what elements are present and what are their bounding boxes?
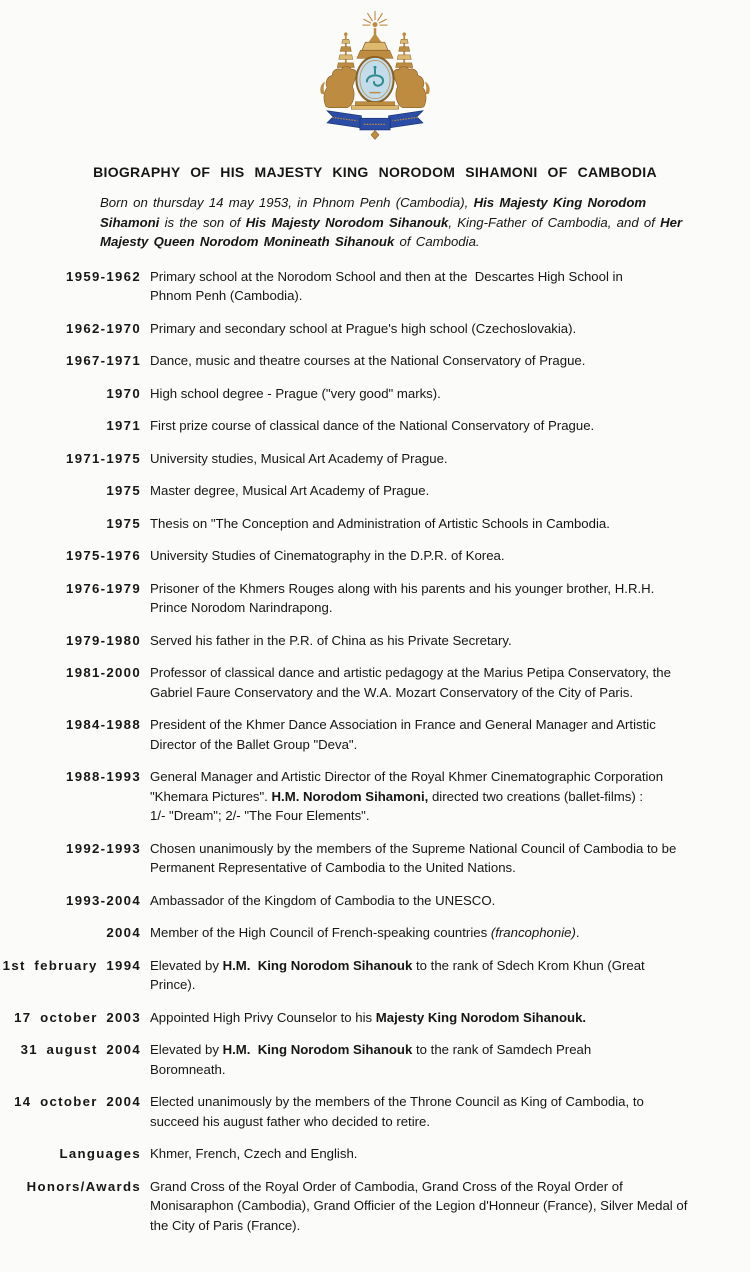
timeline-entry	[0, 956, 750, 995]
entry-text: Grand Cross of the Royal Order of Cambodia, Grand Cross of the Royal Order of Monisaraphon (Cambodia), Grand Officier of the Legion d'Honneur (France), Silver Medal of the City of Paris (France).	[150, 1178, 688, 1233]
entry-date: 1984-1988	[66, 717, 141, 732]
entry-date: 1988-1993	[66, 769, 141, 784]
entry-text: High school degree - Prague ("very good" marks).	[150, 385, 441, 401]
entry-date: 1975	[106, 483, 141, 498]
timeline-entry	[0, 579, 750, 618]
timeline-entry	[0, 267, 750, 306]
entry-date: 2004	[106, 925, 141, 940]
entry-text: Prisoner of the Khmers Rouges along with his parents and his younger brother, H.R.H. Prince Norodom Narindrapong.	[150, 580, 655, 615]
timeline-entry	[0, 631, 750, 651]
entry-text: Served his father in the P.R. of China as his Private Secretary.	[150, 632, 512, 648]
entry-text: Ambassador of the Kingdom of Cambodia to the UNESCO.	[150, 892, 496, 908]
timeline-entry	[0, 449, 750, 469]
entry-text: Elevated by H.M. King Norodom Sihanouk to the rank of Sdech Krom Khun (Great Prince).	[150, 957, 645, 992]
entry-text: Dance, music and theatre courses at the National Conservatory of Prague.	[150, 353, 586, 368]
entry-date: 1971	[106, 418, 141, 433]
timeline-entry	[0, 416, 750, 436]
entry-date: 1993-2004	[66, 892, 141, 908]
entry-date: Honors/Awards	[26, 1178, 141, 1194]
entry-date: 1992-1993	[66, 840, 141, 856]
timeline-entry	[0, 715, 750, 754]
entry-text: Primary and secondary school at Prague's high school (Czechoslovakia).	[150, 320, 577, 336]
entry-text: University studies, Musical Art Academy of Prague.	[150, 450, 448, 466]
entry-date: 1970	[106, 385, 141, 401]
entry-text: Professor of classical dance and artistic pedagogy at the Marius Petipa Conservatory, the Gabriel Faure Conservatory and the W.A. Mozart Conservatory of the City of Paris.	[150, 665, 671, 700]
timeline-entry	[0, 514, 750, 534]
entry-date: 1st february 1994	[2, 957, 141, 973]
timeline-entry	[0, 767, 750, 826]
royal-arms-icon	[0, 8, 750, 144]
entry-text: First prize course of classical dance of the National Conservatory of Prague.	[150, 418, 595, 433]
entry-date: 31 august 2004	[20, 1042, 141, 1057]
entry-text: Appointed High Privy Counselor to his Majesty King Norodom Sihanouk.	[150, 1009, 587, 1025]
entry-date: 1967-1971	[66, 353, 141, 368]
entry-date: 1962-1970	[66, 320, 141, 336]
timeline-entry	[0, 663, 750, 702]
entry-text: Thesis on "The Conception and Administration of Artistic Schools in Cambodia.	[150, 515, 610, 531]
entry-text: Elected unanimously by the members of the Throne Council as King of Cambodia, to succeed his august father who decided to retire.	[150, 1094, 644, 1129]
entry-date: 1975	[106, 515, 141, 531]
entry-date: 1976-1979	[66, 580, 141, 596]
timeline-entry	[0, 319, 750, 339]
entry-date: 14 october 2004	[14, 1094, 141, 1109]
entry-text: University Studies of Cinematography in the D.P.R. of Korea.	[150, 548, 505, 563]
page-title: BIOGRAPHY OF HIS MAJESTY KING NORODOM SIHAMONI OF CAMBODIA	[93, 164, 657, 180]
entry-text: Khmer, French, Czech and English.	[150, 1146, 358, 1161]
timeline	[0, 267, 750, 1236]
timeline-entry	[0, 1008, 750, 1028]
entry-date: 1979-1980	[66, 632, 141, 648]
entry-text: General Manager and Artistic Director of the Royal Khmer Cinematographic Corporation "Khemara Pictures". H.M. Norodom Sihamoni, directed two creations (ballet-films) : 1/- "Dream"; 2/- "The Four Elements".	[150, 769, 664, 823]
timeline-entry	[0, 481, 750, 501]
entry-date: 1971-1975	[66, 450, 141, 466]
entry-date: 17 october 2003	[14, 1009, 141, 1025]
timeline-entry	[0, 1040, 750, 1079]
entry-text: Elevated by H.M. King Norodom Sihanouk to the rank of Samdech Preah Boromneath.	[150, 1042, 592, 1077]
royal-arms-svg	[316, 8, 434, 144]
entry-text: Chosen unanimously by the members of the Supreme National Council of Cambodia to be Permanent Representative of Cambodia to the United Nations.	[150, 840, 677, 875]
entry-date: 1959-1962	[66, 268, 141, 284]
entry-date: Languages	[59, 1146, 141, 1161]
entry-date: 1975-1976	[66, 548, 141, 563]
timeline-entry	[0, 351, 750, 371]
entry-date: 1981-2000	[66, 665, 141, 680]
timeline-entry	[0, 1092, 750, 1131]
entry-text: President of the Khmer Dance Association in France and General Manager and Artistic Director of the Ballet Group "Deva".	[150, 717, 656, 752]
timeline-entry	[0, 923, 750, 943]
timeline-entry	[0, 1177, 750, 1236]
timeline-entry	[0, 891, 750, 911]
entry-text: Master degree, Musical Art Academy of Prague.	[150, 483, 430, 498]
timeline-entry	[0, 546, 750, 566]
entry-text: Primary school at the Norodom School and then at the Descartes High School in Phnom Penh (Cambodia).	[150, 268, 623, 303]
timeline-entry	[0, 839, 750, 878]
timeline-entry	[0, 384, 750, 404]
intro-paragraph: Born on thursday 14 may 1953, in Phnom Penh (Cambodia), His Majesty King Norodom Sihamoni is the son of His Majesty Norodom Sihanouk, King-Father of Cambodia, and of Her Majesty Queen Norodom Monineath Sihanouk of Cambodia.	[100, 195, 683, 249]
timeline-entry	[0, 1144, 750, 1164]
entry-text: Member of the High Council of French-speaking countries (francophonie).	[150, 925, 580, 940]
